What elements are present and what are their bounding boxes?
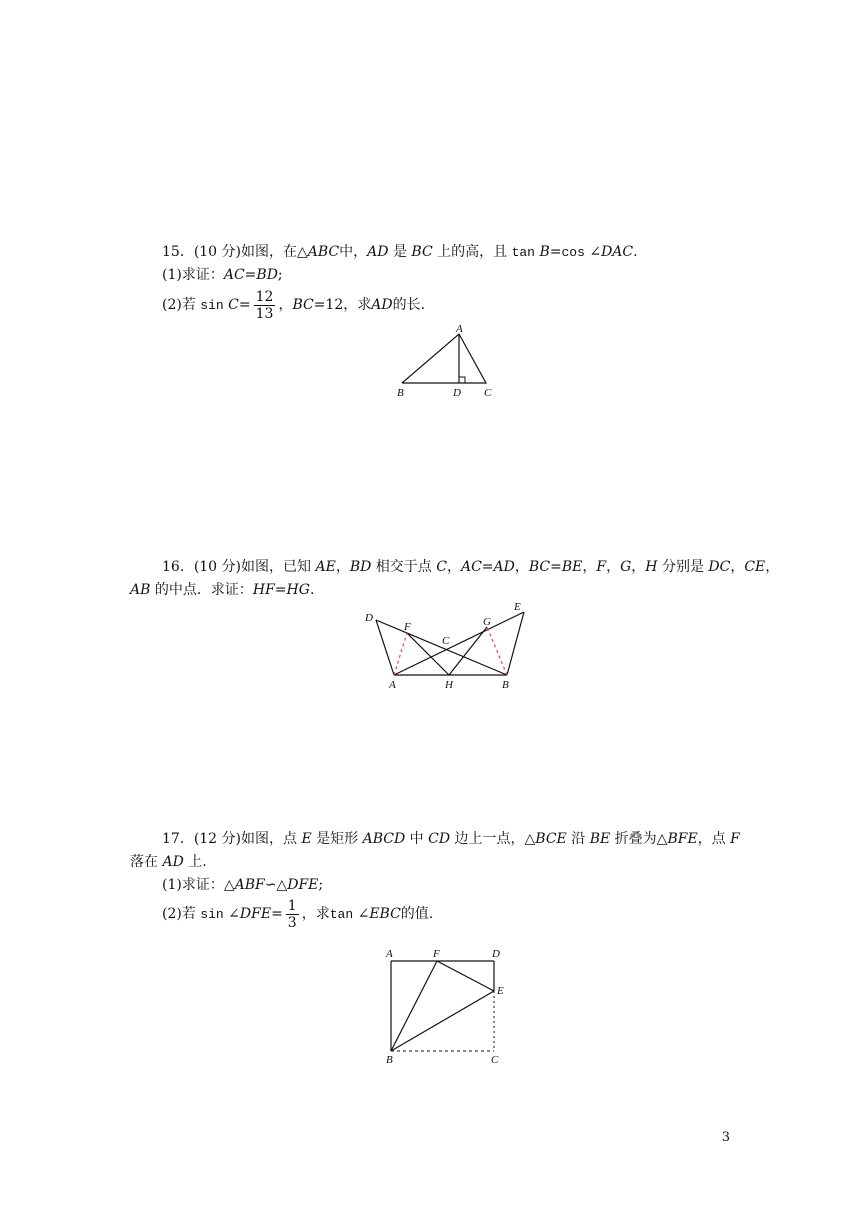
problem15-part2: [162, 288, 425, 323]
p16-eq3: =: [274, 582, 287, 598]
figure15-triangle: [390, 323, 500, 399]
p16-ab: AB: [130, 582, 151, 598]
p17-fraction: [286, 898, 299, 931]
p16-f: F: [596, 559, 607, 575]
p17-be: BE: [589, 831, 611, 847]
p16-c: C: [436, 559, 447, 575]
p17-ad: AD: [162, 854, 184, 870]
problem16-line2: [130, 581, 314, 599]
fig16-label-c: C: [442, 635, 450, 647]
fig15-label-b: B: [397, 387, 404, 399]
problem17-line1: [162, 830, 740, 848]
p16-comma4: ，: [582, 559, 597, 575]
fig17-label-c: C: [491, 1054, 499, 1066]
p16-eq1: =: [481, 559, 494, 575]
p16-ad: AD: [493, 559, 515, 575]
p17-bfe: BFE: [667, 831, 698, 847]
p15-part2-mid: ，: [278, 297, 293, 313]
problem17-part1: [162, 876, 323, 894]
fig17-label-a: A: [386, 948, 393, 960]
fig16-label-e: E: [514, 601, 521, 613]
figure17-rectangle: [380, 946, 520, 1068]
problem15-line1: [162, 243, 638, 262]
p15-part2-c: C: [228, 297, 239, 313]
p17-part2-prefix: (2)若: [162, 906, 196, 922]
p16-comma3: ，: [514, 559, 529, 575]
p16-line1-a: 16．(10 分)如图，已知: [162, 559, 312, 575]
p16-hg: HG: [286, 582, 310, 598]
p15-fraction: [254, 289, 276, 322]
fig17-seg-fe: [437, 961, 494, 991]
problem15-part1: [162, 266, 283, 284]
p15-is: 是: [392, 244, 407, 260]
p15-part2-end: 的长.: [392, 297, 426, 313]
p16-line2-a: 的中点．求证：: [154, 582, 253, 598]
p17-part2-mid: ，求: [301, 906, 330, 922]
p17-part2-ebc: EBC: [369, 906, 401, 922]
p15-frac-num: 12: [255, 288, 274, 305]
p17-part1-prefix: (1)求证：△: [162, 877, 235, 893]
p17-line2-a: 落在: [130, 854, 158, 870]
p16-dc: DC: [708, 559, 731, 575]
p17-part2-angle: ∠: [228, 906, 240, 922]
p17-line1-b: 是矩形: [316, 831, 359, 847]
fig15-outline: [402, 334, 486, 383]
p17-part1-dfe: DFE: [287, 877, 319, 893]
p15-part2-ad: AD: [371, 297, 393, 313]
p15-part2-bc: BC: [292, 297, 314, 313]
fig16-seg-af-dashed: [394, 633, 407, 675]
fig16-label-h: H: [445, 679, 453, 691]
p17-part1-abf: ABF: [234, 877, 265, 893]
p15-part2-val: =12，求: [313, 297, 372, 313]
fig16-label-a: A: [389, 679, 396, 691]
p17-frac-den: 3: [287, 914, 297, 931]
fig17-label-d: D: [492, 948, 500, 960]
fig15-label-c: C: [484, 387, 492, 399]
p17-bce: BCE: [535, 831, 567, 847]
problem16-line1: [162, 558, 779, 576]
fig16-seg-ae: [394, 612, 524, 675]
p17-part2-tan: tan: [329, 907, 354, 922]
fig16-label-b: B: [502, 679, 509, 691]
p16-comma2: ，: [446, 559, 461, 575]
p16-ae: AE: [315, 559, 336, 575]
p17-f: F: [730, 831, 740, 847]
p16-ac: AC: [460, 559, 482, 575]
p17-part2-sin: sin: [200, 907, 224, 922]
p15-ad: AD: [367, 244, 389, 260]
fig16-seg-hg: [449, 627, 487, 675]
p15-part2-sin: sin: [200, 298, 224, 313]
p15-part1-bd: BD: [256, 267, 278, 283]
p16-end: .: [309, 582, 315, 598]
p17-line1-a: 17．(12 分)如图，点: [162, 831, 298, 847]
p17-cd: CD: [428, 831, 451, 847]
p17-line1-e: 沿: [571, 831, 586, 847]
p17-line1-f: 折叠为△: [614, 831, 668, 847]
problem17-part2: [162, 897, 433, 932]
fig17-label-e: E: [497, 985, 504, 997]
p16-comma6: ，: [631, 559, 646, 575]
page-number: 3: [721, 1130, 730, 1145]
p16-comma7: ，: [730, 559, 745, 575]
p15-abc: ABC: [307, 244, 340, 260]
fig15-label-a: A: [456, 323, 463, 335]
p15-mid: 中，: [339, 244, 368, 260]
p15-part1-prefix: (1)求证：: [162, 267, 224, 283]
p17-line1-d: 边上一点，△: [454, 831, 536, 847]
p17-part2-angle2: ∠: [357, 906, 370, 922]
p15-frac-den: 13: [255, 305, 274, 322]
fig16-seg-be: [507, 612, 524, 675]
p15-part1-end: ;: [277, 267, 283, 283]
p17-part1-sim: ∽△: [264, 877, 288, 893]
p16-bc: BC: [528, 559, 551, 575]
p17-e: E: [301, 831, 312, 847]
p17-part2-eq: =: [271, 906, 283, 922]
fig15-right-angle: [459, 377, 465, 383]
p16-comma8: ，: [765, 559, 780, 575]
p15-dac: DAC: [601, 244, 634, 260]
fig15-label-d: D: [453, 387, 461, 399]
fig16-label-g: G: [483, 616, 491, 628]
p17-line1-c: 中: [409, 831, 424, 847]
p15-cos: cos: [561, 245, 585, 260]
p16-line1-b: 相交于点: [375, 559, 432, 575]
p16-bd: BD: [349, 559, 372, 575]
p16-h: H: [645, 559, 658, 575]
p16-eq2: =: [550, 559, 562, 575]
p16-hf: HF: [252, 582, 275, 598]
p17-part2-end: 的值.: [400, 906, 434, 922]
p16-be: BE: [561, 559, 583, 575]
fig16-seg-ad: [376, 620, 394, 675]
p17-line1-g: ，点: [697, 831, 726, 847]
fig17-label-f: F: [433, 948, 440, 960]
p16-comma1: ，: [335, 559, 350, 575]
problem17-line2: [130, 853, 207, 871]
p15-b: B: [539, 244, 550, 260]
p15-end: .: [633, 244, 638, 260]
p16-g: G: [620, 559, 632, 575]
fig17-label-b: B: [386, 1054, 393, 1066]
p15-high: 上的高，且: [437, 244, 508, 260]
figure16-diagram: [360, 598, 540, 693]
p17-line2-b: 上.: [188, 854, 207, 870]
fig16-label-d: D: [365, 612, 373, 624]
p15-heading: 15．(10 分)如图，在△: [162, 244, 308, 260]
p17-part1-end: ;: [318, 877, 324, 893]
p15-part1-eq: =: [244, 267, 257, 283]
p17-part2-dfe: DFE: [239, 906, 272, 922]
p15-tan: tan: [511, 245, 535, 260]
p15-angle: ∠: [589, 244, 602, 260]
p16-comma5: ，: [606, 559, 621, 575]
p16-ce: CE: [744, 559, 766, 575]
p17-frac-num: 1: [287, 897, 297, 914]
p15-part2-prefix: (2)若: [162, 297, 196, 313]
p15-eq: =: [549, 244, 562, 260]
p15-bc: BC: [411, 244, 433, 260]
fig16-label-f: F: [404, 621, 411, 633]
p15-part2-eq: =: [238, 297, 251, 313]
p15-part1-ac: AC: [223, 267, 245, 283]
p16-line1-c: 分别是: [661, 559, 704, 575]
p17-abcd: ABCD: [362, 831, 406, 847]
